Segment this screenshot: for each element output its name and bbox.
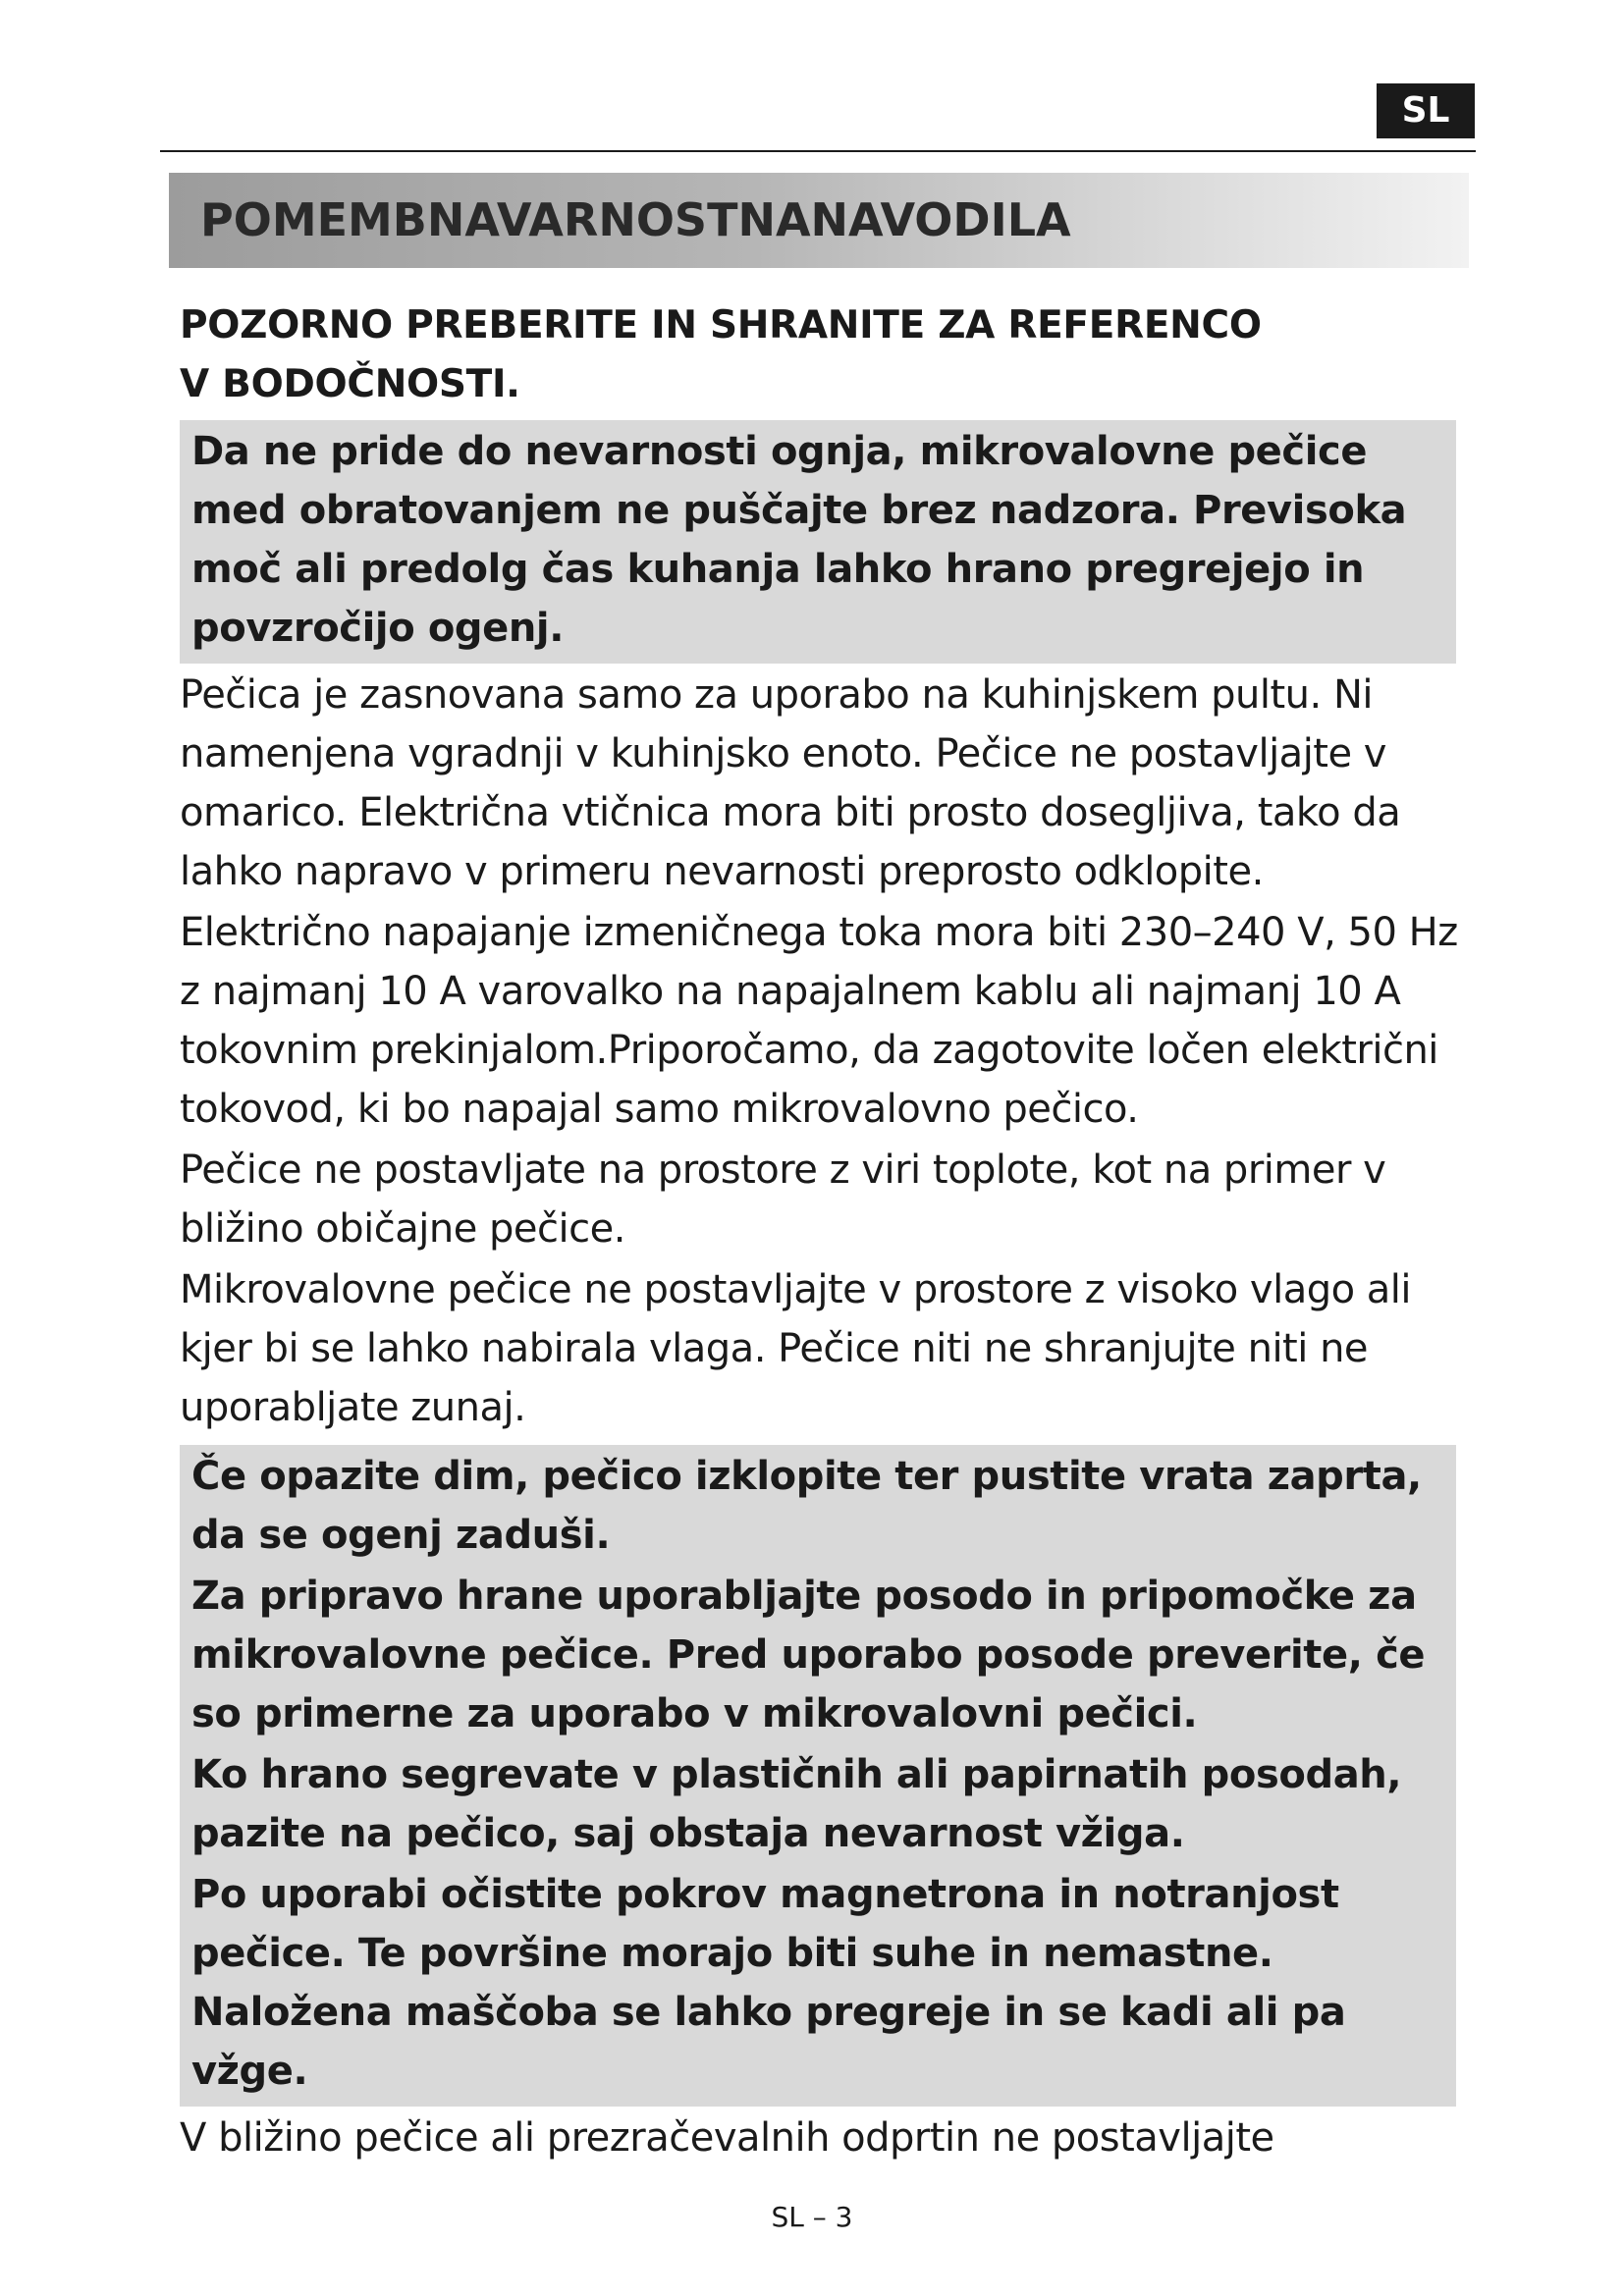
subheading-line: V BODOČNOSTI. (180, 362, 520, 406)
section-title-bar (169, 173, 1469, 268)
paragraph: Pečice ne postavljate na prostore z viri toplote, kot na primer v bližino običajne pečice. (180, 1148, 1386, 1252)
safety-warning-box (180, 1445, 1456, 2107)
warning-text: Za pripravo hrane uporabljajte posodo in pripomočke za mikrovalovne pečice. Pred uporabo posode preverite, če so primerne za uporabo v mikrovalovni pečici. (191, 1574, 1426, 1736)
warning-text: Da ne pride do nevarnosti ognja, mikrovalovne pečice med obratovanjem ne puščajte brez nadzora. Previsoka moč ali predolg čas kuhanja lahko hrano pregrejejo in povzročijo ogenj. (191, 429, 1407, 651)
fire-warning-box (180, 420, 1456, 664)
paragraph: Pečica je zasnovana samo za uporabo na kuhinjskem pultu. Ni namenjena vgradnji v kuhinjsko enoto. Pečice ne postavljajte v omarico. Električna vtičnica mora biti prosto dosegljiva, tako da lahko napravo v primeru nevarnosti preprosto odklopite. (180, 672, 1401, 894)
page-number: SL – 3 (771, 2201, 853, 2233)
language-badge: SL (1377, 83, 1475, 138)
warning-text: Ko hrano segrevate v plastičnih ali papirnatih posodah, pazite na pečico, saj obstaja nevarnost vžiga. (191, 1752, 1402, 1856)
page-content (180, 296, 1476, 2167)
warning-text: Po uporabi očistite pokrov magnetrona in notranjost pečice. Te površine morajo biti suhe in nemastne. Naložena maščoba se lahko pregreje in se kadi ali pa vžge. (191, 1872, 1346, 2094)
subheading-line: POZORNO PREBERITE IN SHRANITE ZA REFERENCO (180, 303, 1262, 347)
paragraph: V bližino pečice ali prezračevalnih odprtin ne postavljajte (180, 2115, 1274, 2161)
paragraph: Električno napajanje izmeničnega toka mora biti 230–240 V, 50 Hz z najmanj 10 A varovalko na napajalnem kablu ali najmanj 10 A tokovnim prekinjalom.Priporočamo, da zagotovite ločen električni tokovod, ki bo napajal samo mikrovalovno pečico. (180, 910, 1458, 1132)
subheading (180, 296, 1476, 414)
header-rule (160, 150, 1476, 152)
paragraph: Mikrovalovne pečice ne postavljajte v prostore z visoko vlago ali kjer bi se lahko nabirala vlaga. Pečice niti ne shranjujte niti ne uporabljate zunaj. (180, 1267, 1412, 1430)
section-title: POMEMBNAVARNOSTNANAVODILA (200, 193, 1071, 246)
warning-text: Če opazite dim, pečico izklopite ter pustite vrata zaprta, da se ogenj zaduši. (191, 1454, 1422, 1558)
